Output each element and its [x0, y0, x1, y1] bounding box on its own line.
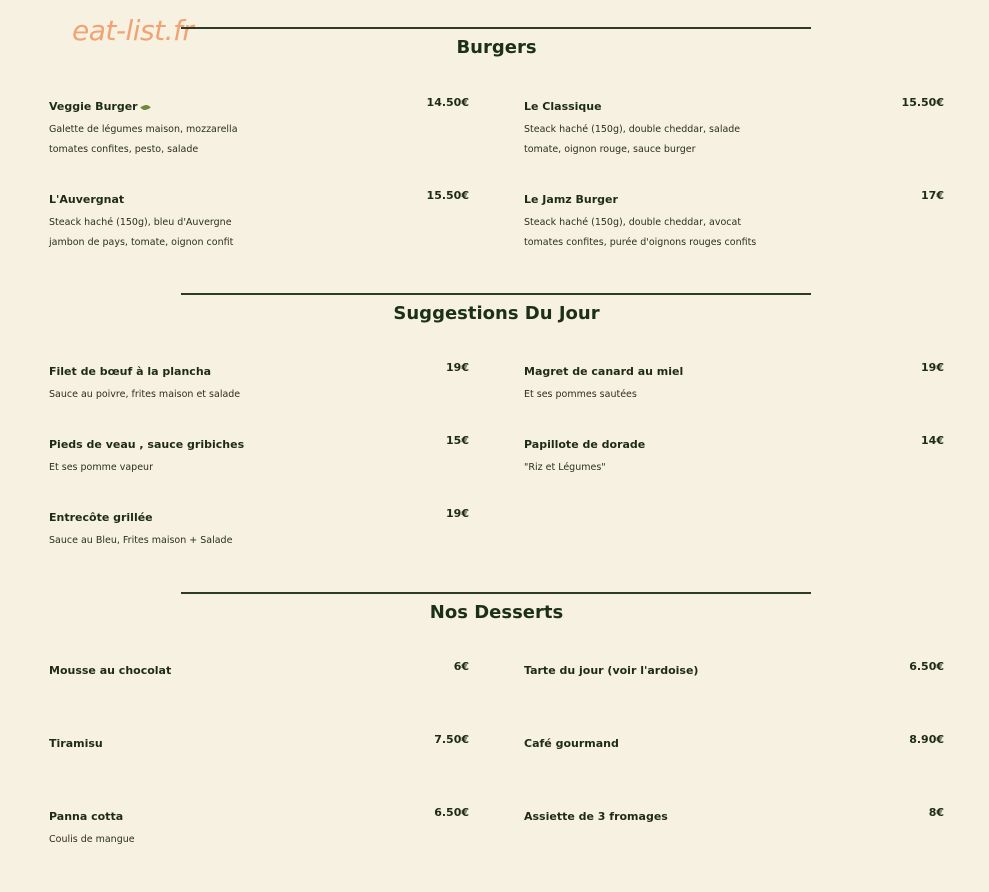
- section-title: Suggestions Du Jour: [393, 303, 600, 324]
- item-name: Papillote de dorade: [524, 438, 646, 451]
- section-title: Nos Desserts: [429, 602, 564, 623]
- item-name: L'Auvergnat: [49, 193, 125, 206]
- item-price: 8.90€: [909, 733, 944, 746]
- item-name: Tarte du jour (voir l'ardoise): [524, 664, 699, 677]
- item-price: 6€: [453, 660, 469, 673]
- item-price: 7.50€: [434, 733, 469, 746]
- item-price: 19€: [921, 361, 944, 374]
- menu-item: [49, 806, 469, 870]
- item-description: Sauce au poivre, frites maison et salade: [49, 389, 241, 400]
- item-name: Assiette de 3 fromages: [524, 810, 668, 823]
- menu-item: [524, 733, 944, 797]
- section-divider: [181, 293, 811, 295]
- menu-item: [524, 434, 944, 498]
- item-price: 15.50€: [901, 96, 944, 109]
- section-divider: [181, 592, 811, 594]
- menu-item: [49, 660, 469, 724]
- menu-item: [49, 96, 469, 160]
- item-name: Veggie Burger: [49, 100, 138, 113]
- menu-item: [524, 96, 944, 160]
- menu-item: [524, 660, 944, 724]
- leaf-icon: [140, 103, 150, 111]
- section-divider: [181, 27, 811, 29]
- item-description: Sauce au Bleu, Frites maison + Salade: [49, 535, 233, 546]
- item-description: Steack haché (150g), double cheddar, salade tomate, oignon rouge, sauce burger: [524, 124, 741, 155]
- menu-item: [524, 806, 944, 870]
- item-price: 6.50€: [434, 806, 469, 819]
- item-name: Café gourmand: [524, 737, 619, 750]
- item-price: 19€: [446, 361, 469, 374]
- menu-item: [49, 507, 469, 571]
- item-price: 15€: [446, 434, 469, 447]
- menu-item: [49, 434, 469, 498]
- menu-item: [49, 733, 469, 797]
- item-description: Galette de légumes maison, mozzarella tomates confites, pesto, salade: [49, 124, 238, 155]
- item-price: 14.50€: [426, 96, 469, 109]
- menu-item: [49, 361, 469, 425]
- menu-item: [524, 189, 944, 253]
- item-description: Steack haché (150g), double cheddar, avocat tomates confites, purée d'oignons rouges confits: [524, 217, 757, 248]
- item-name: Magret de canard au miel: [524, 365, 684, 378]
- menu-item: [49, 189, 469, 253]
- item-price: 8€: [928, 806, 944, 819]
- item-price: 6.50€: [909, 660, 944, 673]
- item-name: Le Jamz Burger: [524, 193, 618, 206]
- section-title: Burgers: [456, 37, 537, 58]
- item-name: Mousse au chocolat: [49, 664, 172, 677]
- item-name: Entrecôte grillée: [49, 511, 153, 524]
- item-name: Filet de bœuf à la plancha: [49, 365, 212, 378]
- item-description: Et ses pomme vapeur: [49, 462, 153, 473]
- item-price: 17€: [921, 189, 944, 202]
- item-price: 19€: [446, 507, 469, 520]
- item-name: Panna cotta: [49, 810, 124, 823]
- item-name: Le Classique: [524, 100, 602, 113]
- item-description: Coulis de mangue: [49, 834, 135, 845]
- item-price: 14€: [921, 434, 944, 447]
- site-watermark: eat-list.fr: [72, 14, 194, 47]
- item-name: Tiramisu: [49, 737, 103, 750]
- item-name: Pieds de veau , sauce gribiches: [49, 438, 245, 451]
- item-description: Et ses pommes sautées: [524, 389, 637, 400]
- item-price: 15.50€: [426, 189, 469, 202]
- item-description: "Riz et Légumes": [524, 462, 606, 473]
- menu-item: [524, 361, 944, 425]
- item-description: Steack haché (150g), bleu d'Auvergne jambon de pays, tomate, oignon confit: [49, 217, 234, 248]
